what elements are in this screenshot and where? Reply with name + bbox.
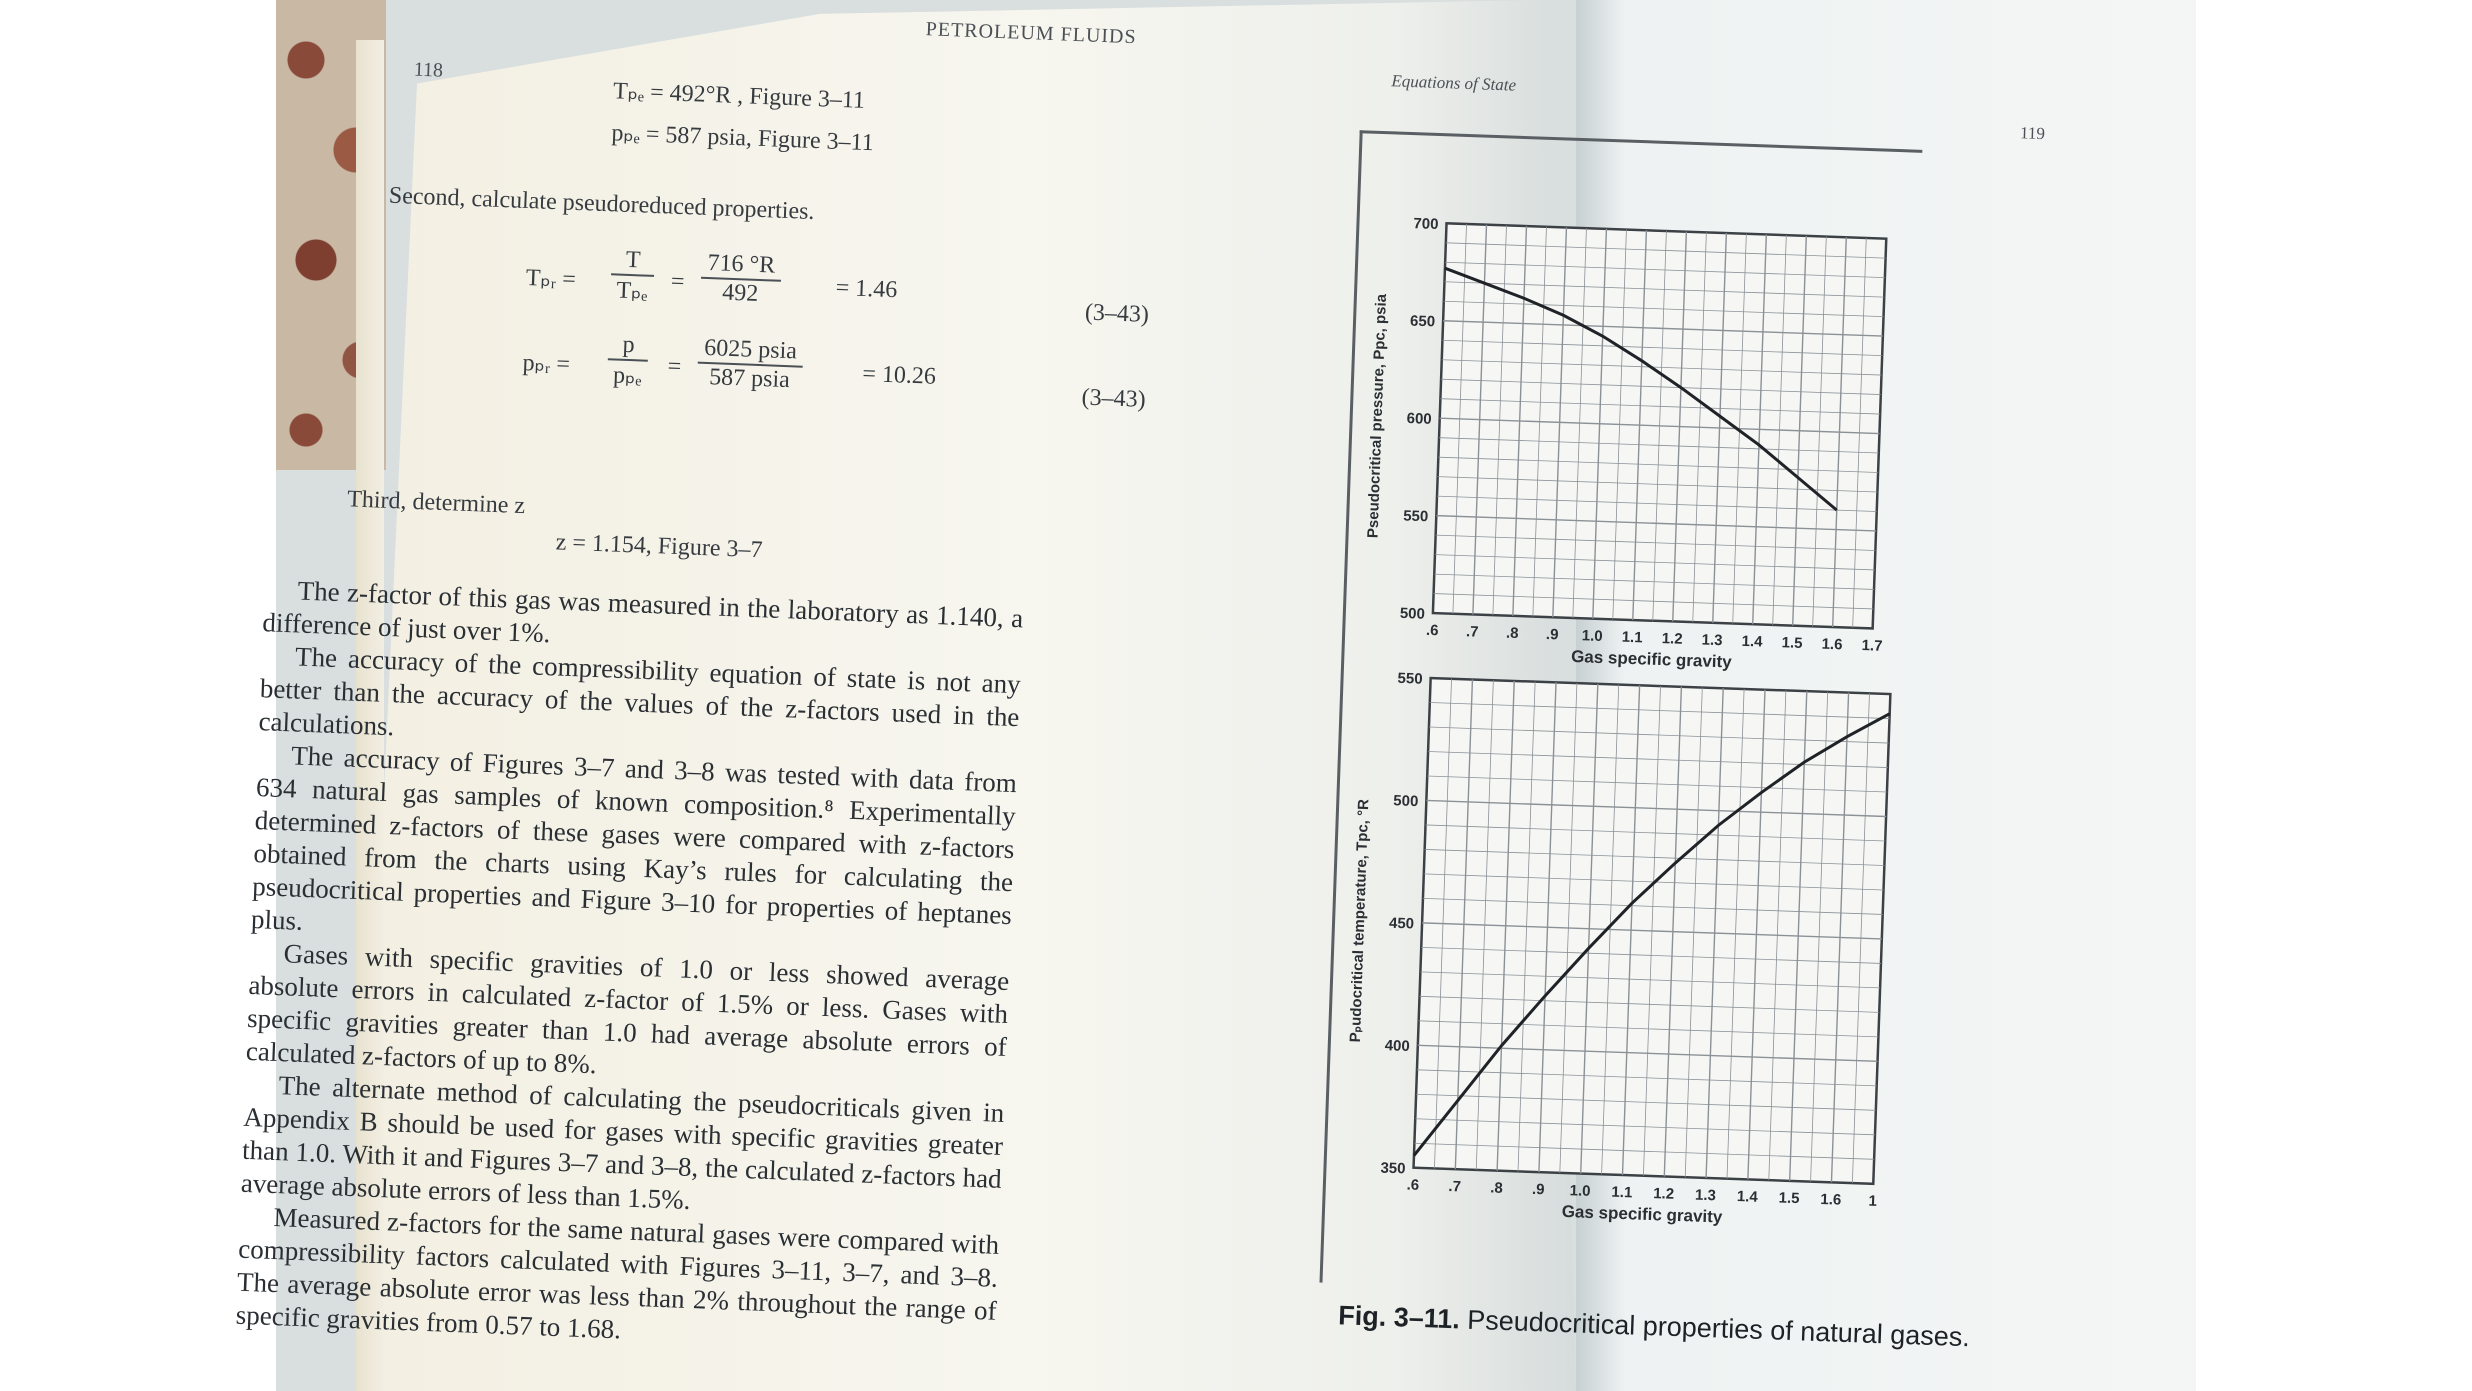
eq-ref: (3–43) — [1081, 384, 1147, 413]
y-tick-label: 700 — [1413, 215, 1439, 234]
page-number-right: 119 — [2019, 123, 2046, 144]
y-tick-label: 500 — [1399, 604, 1426, 623]
x-tick-label: 1.4 — [1736, 1188, 1758, 1206]
paragraph: Measured z-factors for the same natural gases were compared with compressibility factors calculated with Figures 3–11, 3–7, and 3–8. The average absolute error was less than 2% throughout the range of specific gravities from 0.57 to 1.68. — [235, 1202, 1000, 1345]
y-axis-label: Pₚudocritical temperature, Tpc, °R — [1346, 798, 1373, 1043]
x-tick-label: 1.3 — [1701, 631, 1723, 650]
x-tick-label: .6 — [1406, 1176, 1420, 1194]
y-tick-label: 650 — [1409, 312, 1436, 331]
x-tick-label: 1 — [1868, 1192, 1878, 1210]
eq-numerator: 716 °R — [701, 250, 782, 282]
y-tick-label: 350 — [1380, 1159, 1406, 1178]
step2-intro: Second, calculate pseudoreduced properties. — [388, 182, 815, 226]
x-tick-label: 1.6 — [1821, 635, 1843, 654]
eq-denominator: 492 — [721, 279, 759, 307]
step3-equation: z = 1.154, Figure 3–7 — [555, 529, 763, 564]
x-tick-label: 1.2 — [1652, 1185, 1675, 1203]
eq-result: = 10.26 — [861, 361, 937, 390]
eq-result: = 1.46 — [835, 274, 898, 304]
paragraph: The accuracy of the compressibility equation of state is not any better than the accuracy of the values of the z-factors used in the calculations. — [258, 641, 1022, 742]
x-tick-label: 1.5 — [1781, 634, 1803, 652]
given-value: = 492°R , Figure 3–11 — [649, 79, 866, 114]
y-tick-label: 400 — [1384, 1037, 1411, 1056]
eq-ref: (3–43) — [1084, 299, 1150, 328]
y-tick-label: 450 — [1388, 914, 1415, 933]
given-tpc — [613, 76, 866, 115]
x-tick-label: 1.4 — [1741, 632, 1763, 651]
pseudocritical-charts — [1321, 20, 1944, 1269]
given-value: = 587 psia, Figure 3–11 — [645, 121, 875, 157]
x-axis-label: Gas specific gravity — [1570, 646, 1733, 672]
body-text — [235, 573, 1024, 1361]
eq-fraction — [700, 250, 782, 309]
x-tick-label: .9 — [1531, 1180, 1545, 1199]
x-tick-label: 1.1 — [1611, 1183, 1633, 1202]
eq-numerator: T — [611, 246, 655, 277]
x-tick-label: .6 — [1425, 621, 1439, 640]
paragraph: Gases with specific gravities of 1.0 or less showed average absolute errors in calculated z-factor of 1.5% or less. Gases with specific gravities greater than 1.0 had average absolute errors of calculated z-factors of up to 8%. — [245, 938, 1010, 1080]
x-tick-label: 1.0 — [1581, 627, 1603, 646]
x-tick-label: .7 — [1465, 623, 1479, 641]
x-tick-label: 1.1 — [1621, 628, 1643, 647]
eq-numerator: p — [608, 331, 650, 362]
paragraph: The z-factor of this gas was measured in the laboratory as 1.140, a difference of just over 1%. — [261, 575, 1024, 649]
left-page-content — [115, 9, 1285, 1381]
x-axis-label: Gas specific gravity — [1561, 1201, 1723, 1227]
y-axis-label: Pseudocritical pressure, Ppc, psia — [1364, 293, 1391, 539]
eq-numerator: 6025 psia — [698, 335, 804, 368]
y-tick-label: 550 — [1397, 669, 1423, 688]
x-tick-label: .8 — [1505, 624, 1519, 643]
paragraph: The alternate method of calculating the pseudocriticals given in Appendix B should be used for gases with specific gravities greater than 1.0. With it and Figures 3–7 and 3–8, the calculated z-factors had average absolute errors of less than 1.5%. — [240, 1070, 1005, 1215]
caption-label: Fig. 3–11. — [1337, 1300, 1461, 1335]
x-tick-label: .8 — [1489, 1179, 1504, 1197]
x-tick-label: 1.2 — [1661, 630, 1683, 648]
x-tick-label: 1.7 — [1861, 637, 1883, 655]
eq-fraction — [697, 335, 804, 395]
eq-fraction — [607, 331, 650, 391]
x-tick-label: 1.6 — [1820, 1190, 1842, 1209]
right-page-content — [1317, 20, 2046, 1379]
x-tick-label: 1.3 — [1694, 1186, 1717, 1205]
eq-equals: = — [667, 353, 682, 381]
caption-text: Pseudocritical properties of natural gases. — [1459, 1304, 1971, 1353]
eq-fraction — [610, 246, 655, 306]
running-head-right: Equations of State — [1391, 71, 1517, 95]
paragraph: The accuracy of Figures 3–7 and 3–8 was tested with data from 634 natural gas samples of known composition.⁸ Experimentally determined z-factors of these gases were compared with z-factors obtained from the charts using Kay’s rules for calculating the pseudocritical properties and Figure 3–10 for properties of heptanes plus. — [250, 740, 1018, 936]
eq-denominator: pₚₑ — [612, 362, 643, 390]
eq-lhs: Tₚᵣ = — [525, 265, 577, 293]
x-tick-label: .7 — [1448, 1177, 1462, 1196]
given-symbol: Tₚₑ — [612, 78, 645, 106]
x-tick-label: .9 — [1545, 626, 1559, 644]
eq-equals: = — [670, 268, 685, 296]
given-ppc — [611, 118, 874, 157]
eq-denominator: 587 psia — [708, 364, 791, 394]
step3-intro: Third, determine z — [346, 486, 526, 520]
given-symbol: pₚₑ — [611, 120, 641, 148]
page-number-left: 118 — [413, 58, 444, 82]
eq-denominator: Tₚₑ — [615, 277, 649, 305]
eq-lhs: pₚᵣ = — [522, 349, 571, 378]
x-tick-label: 1.0 — [1569, 1182, 1591, 1200]
running-head-left: PETROLEUM FLUIDS — [925, 18, 1138, 49]
y-tick-label: 550 — [1402, 507, 1429, 526]
y-tick-label: 500 — [1393, 792, 1419, 811]
figure-caption — [1338, 1300, 1971, 1353]
x-tick-label: 1.5 — [1778, 1189, 1800, 1208]
y-tick-label: 600 — [1406, 410, 1432, 428]
